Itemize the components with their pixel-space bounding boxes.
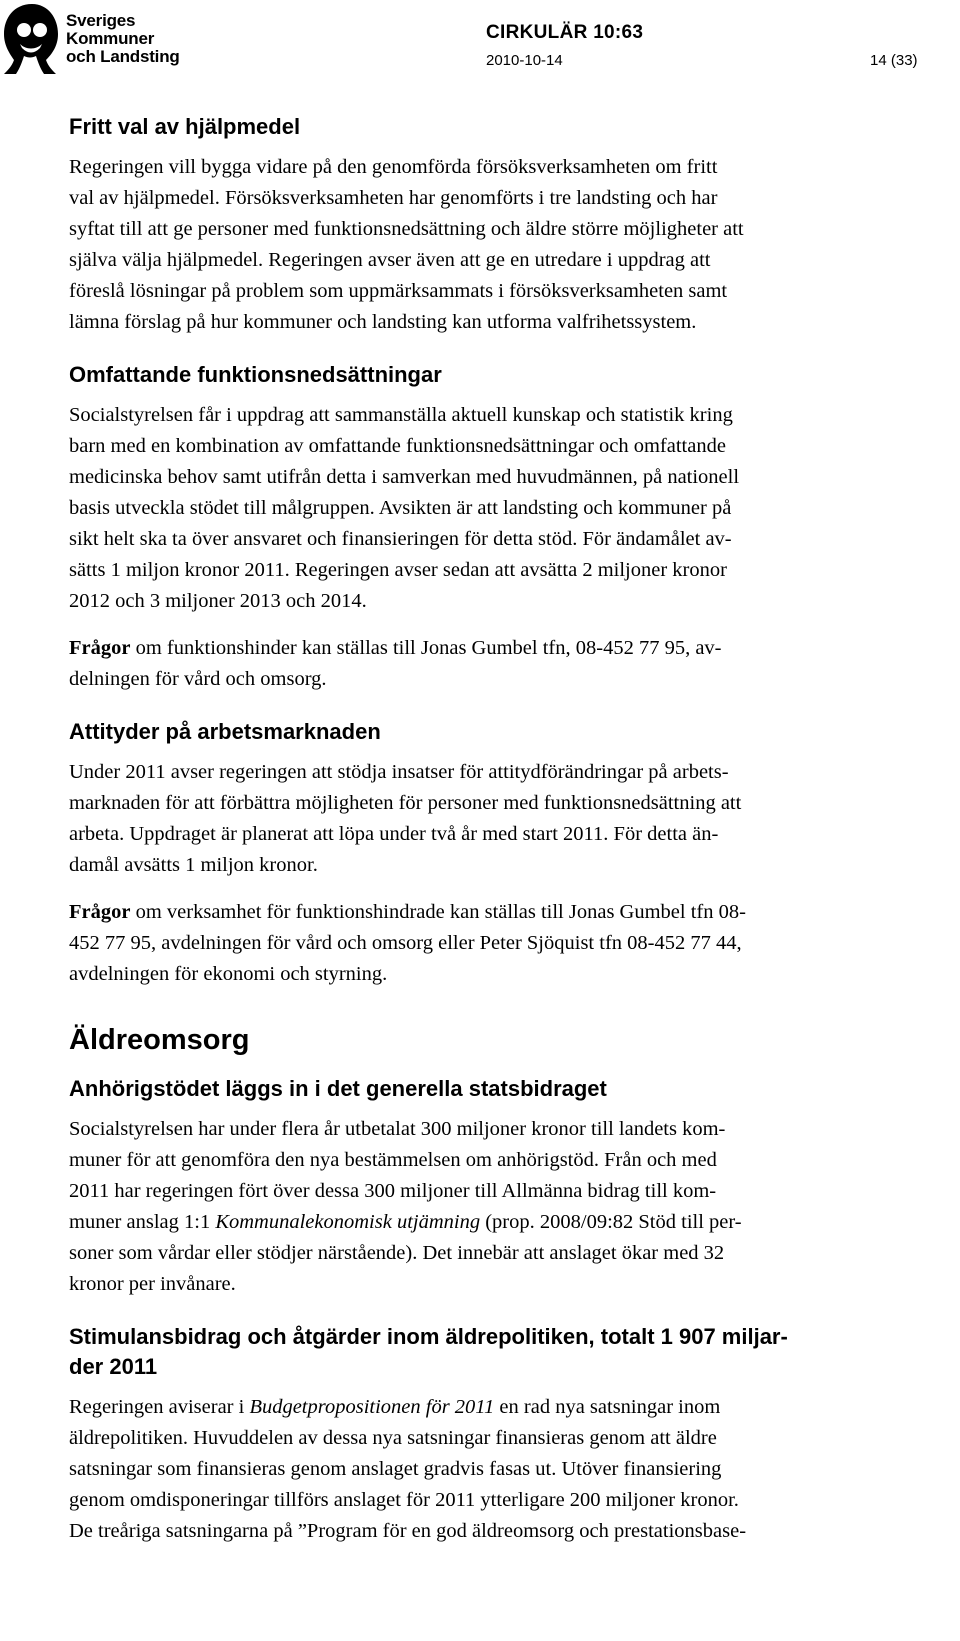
text-line: själva välja hjälpmedel. Regeringen avser även att ge en utredare i uppdrag att bbox=[69, 249, 711, 271]
text-line: Socialstyrelsen får i uppdrag att sammanställa aktuell kunskap och statistik kring bbox=[69, 404, 733, 426]
heading-line: Stimulansbidrag och åtgärder inom äldrepolitiken, totalt 1 907 miljar- bbox=[69, 1324, 788, 1349]
fragor-label: Frågor bbox=[69, 901, 131, 923]
text-line: syftat till att ge personer med funktionsnedsättning och äldre större möjligheter att bbox=[69, 218, 744, 240]
text-line: sätts 1 miljon kronor 2011. Regeringen avser sedan att avsätta 2 miljoner kronor bbox=[69, 559, 727, 581]
text-line: genom omdisponeringar tillförs anslaget för 2011 ytterligare 200 miljoner kronor. bbox=[69, 1489, 739, 1511]
text-line: om verksamhet för funktionshindrade kan ställas till Jonas Gumbel tfn 08- bbox=[130, 901, 746, 923]
text-line: föreslå lösningar på problem som uppmärksammats i försöksverksamheten samt bbox=[69, 280, 728, 302]
page-number: 14 (33) bbox=[870, 52, 918, 69]
text-line: sikt helt ska ta över ansvaret och finansieringen för detta stöd. För ändamålet av- bbox=[69, 528, 732, 550]
paragraph-contact-verksamhet bbox=[69, 897, 919, 990]
paragraph-omfattande bbox=[69, 400, 919, 617]
italic-title: Budgetpropositionen för 2011 bbox=[249, 1396, 495, 1418]
heading-anhorigstodet: Anhörigstödet läggs in i det generella statsbidraget bbox=[69, 1076, 607, 1101]
heading-attityder: Attityder på arbetsmarknaden bbox=[69, 719, 381, 744]
text-line: lämna förslag på hur kommuner och landsting kan utforma valfrihetssystem. bbox=[69, 311, 697, 333]
text-line: äldrepolitiken. Huvuddelen av dessa nya satsningar finansieras genom att äldre bbox=[69, 1427, 717, 1449]
text-line: val av hjälpmedel. Försöksverksamheten har genomförts i tre landsting och har bbox=[69, 187, 718, 209]
text-line: basis utveckla stödet till målgruppen. Avsikten är att landsting och kommuner på bbox=[69, 497, 732, 519]
paragraph-fritt-val bbox=[69, 152, 919, 338]
logo-line-3: och Landsting bbox=[66, 47, 180, 66]
text-line: Socialstyrelsen har under flera år utbetalat 300 miljoner kronor till landets kom- bbox=[69, 1118, 726, 1140]
text-line: (prop. 2008/09:82 Stöd till per- bbox=[480, 1211, 742, 1233]
heading-aldreomsorg: Äldreomsorg bbox=[69, 1024, 250, 1056]
page-header bbox=[0, 0, 960, 85]
text-line: 452 77 95, avdelningen för vård och omsorg eller Peter Sjöquist tfn 08-452 77 44, bbox=[69, 932, 742, 954]
logo-line-2: Kommuner bbox=[66, 29, 155, 48]
text-line: en rad nya satsningar inom bbox=[494, 1396, 721, 1418]
text-line: Regeringen aviserar i bbox=[69, 1396, 250, 1418]
fragor-label: Frågor bbox=[69, 637, 131, 659]
circular-date: 2010-10-14 bbox=[486, 52, 563, 69]
logo-emblem-icon bbox=[2, 2, 62, 76]
text-line: Regeringen vill bygga vidare på den genomförda försöksverksamheten om fritt bbox=[69, 156, 718, 178]
text-line: marknaden för att förbättra möjligheten för personer med funktionsnedsättning att bbox=[69, 792, 742, 814]
paragraph-attityder bbox=[69, 757, 919, 881]
italic-title: Kommunalekonomisk utjämning bbox=[215, 1211, 481, 1233]
text-line: om funktionshinder kan ställas till Jonas Gumbel tfn, 08-452 77 95, av- bbox=[130, 637, 722, 659]
text-line: kronor per invånare. bbox=[69, 1273, 236, 1295]
text-line: soner som vårdar eller stödjer närstående). Det innebär att anslaget ökar med 32 bbox=[69, 1242, 725, 1264]
paragraph-anhorigstodet bbox=[69, 1114, 919, 1300]
text-line: Under 2011 avser regeringen att stödja insatser för attitydförändringar på arbets- bbox=[69, 761, 729, 783]
paragraph-contact-funktionshinder bbox=[69, 633, 919, 695]
paragraph-stimulansbidrag bbox=[69, 1392, 919, 1547]
circular-title: CIRKULÄR 10:63 bbox=[486, 22, 644, 43]
logo-line-1: Sveriges bbox=[66, 11, 136, 30]
text-line: damål avsätts 1 miljon kronor. bbox=[69, 854, 318, 876]
text-line: 2012 och 3 miljoner 2013 och 2014. bbox=[69, 590, 367, 612]
skl-logo bbox=[2, 2, 182, 76]
text-line: avdelningen för ekonomi och styrning. bbox=[69, 963, 388, 985]
text-line: arbeta. Uppdraget är planerat att löpa under två år med start 2011. För detta än- bbox=[69, 823, 719, 845]
text-line: medicinska behov samt utifrån detta i samverkan med huvudmännen, på nationell bbox=[69, 466, 740, 488]
heading-omfattande: Omfattande funktionsnedsättningar bbox=[69, 362, 442, 387]
document-body bbox=[69, 112, 919, 1547]
text-line: 2011 har regeringen fört över dessa 300 miljoner till Allmänna bidrag till kom- bbox=[69, 1180, 717, 1202]
heading-line: der 2011 bbox=[69, 1354, 158, 1379]
text-line: delningen för vård och omsorg. bbox=[69, 668, 327, 690]
text-line: satsningar som finansieras genom anslaget gradvis fasas ut. Utöver finansiering bbox=[69, 1458, 722, 1480]
text-line: muner för att genomföra den nya bestämmelsen om anhörigstöd. Från och med bbox=[69, 1149, 717, 1171]
text-line: barn med en kombination av omfattande funktionsnedsättningar och omfattande bbox=[69, 435, 726, 457]
text-line: muner anslag 1:1 bbox=[69, 1211, 216, 1233]
heading-fritt-val: Fritt val av hjälpmedel bbox=[69, 114, 301, 139]
text-line: De treåriga satsningarna på ”Program för en god äldreomsorg och prestationsbase- bbox=[69, 1520, 747, 1542]
logo-wordmark bbox=[66, 12, 180, 66]
heading-stimulansbidrag bbox=[69, 1322, 919, 1382]
